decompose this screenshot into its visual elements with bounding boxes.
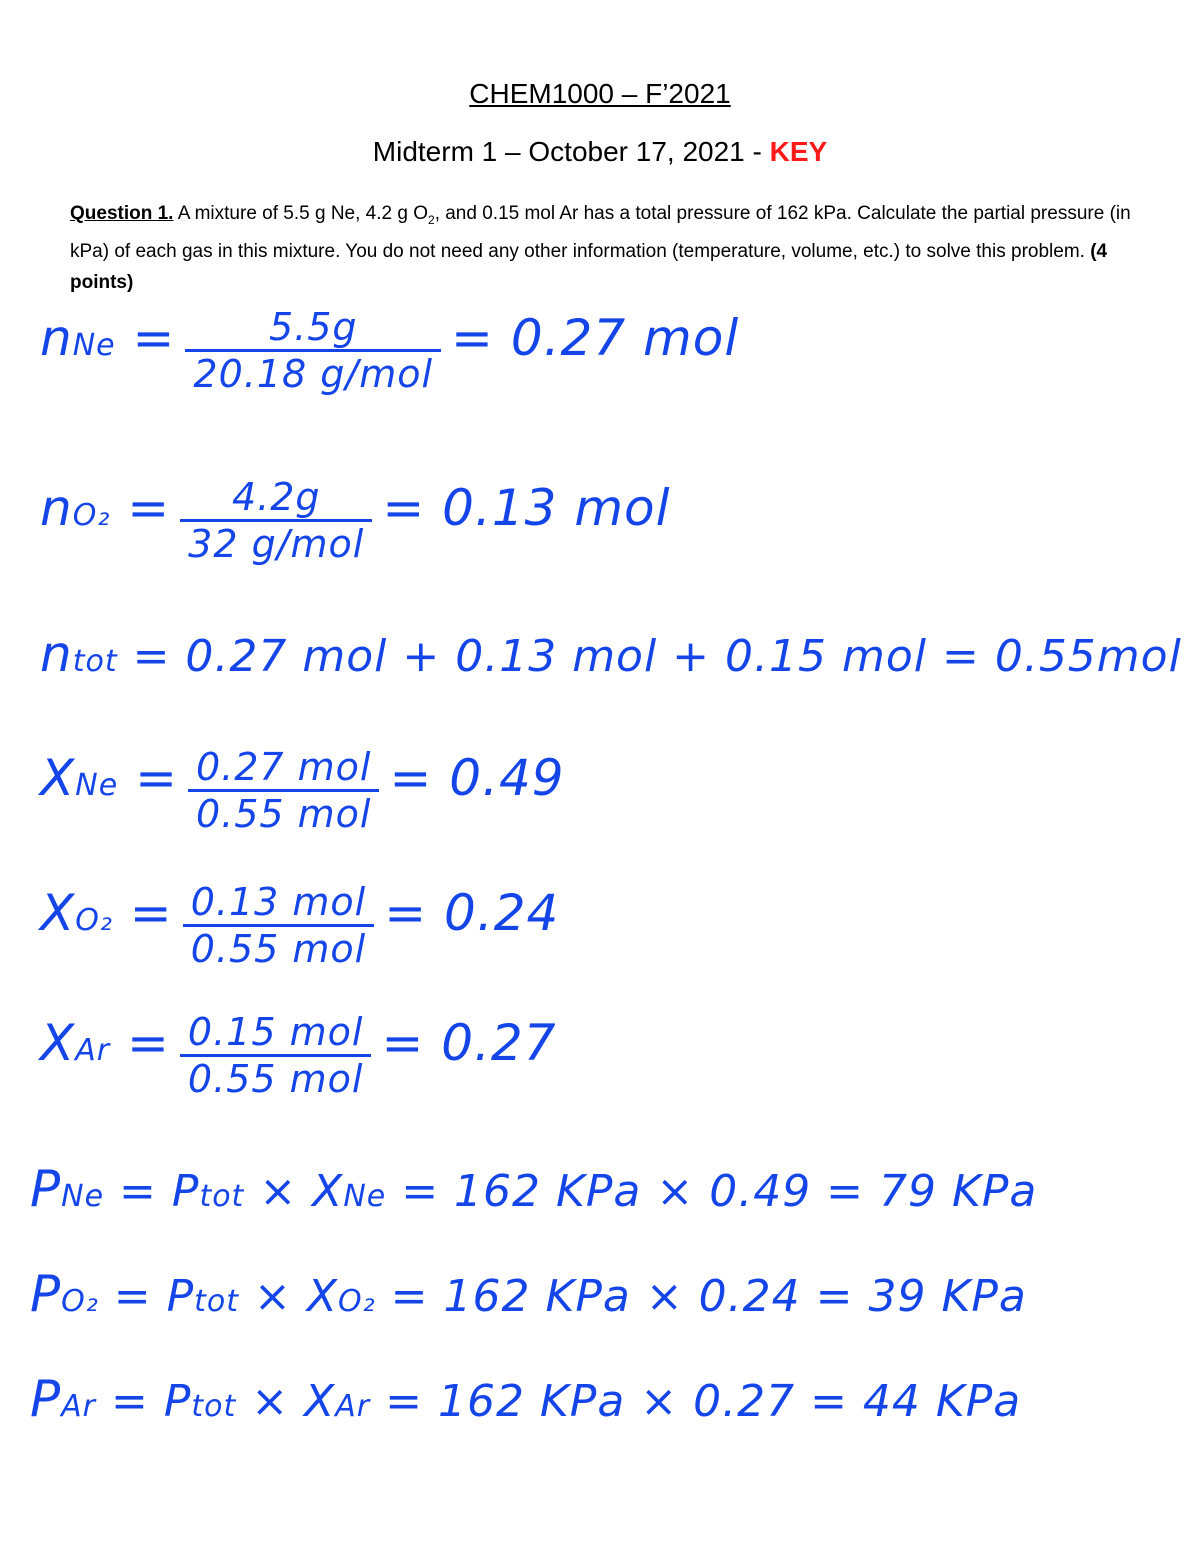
fraction: [180, 475, 372, 566]
numerator: 0.13 mol: [190, 880, 367, 924]
numerator: 0.27 mol: [195, 745, 372, 789]
fraction: [188, 745, 380, 836]
question-1: [70, 198, 1140, 298]
result: = 0.27: [381, 1014, 557, 1072]
x-term: × X: [236, 1376, 336, 1427]
symbol: P: [30, 1160, 62, 1218]
mole-fraction-oxygen: [40, 880, 559, 971]
numerator: 0.15 mol: [187, 1010, 364, 1054]
x-term: × X: [244, 1166, 344, 1217]
x-term: × X: [239, 1271, 339, 1322]
subscript: O₂: [75, 903, 113, 938]
ptot-subscript: tot: [191, 1389, 237, 1424]
exam-title: [0, 136, 1200, 168]
result: = 162 KPa × 0.49 = 79 KPa: [386, 1166, 1038, 1217]
subscript: Ar: [61, 1389, 97, 1424]
symbol: P: [30, 1370, 62, 1428]
equals: =: [118, 749, 178, 807]
course-title: CHEM1000 – F’2021: [469, 78, 731, 109]
mole-fraction-argon: [40, 1010, 557, 1101]
partial-pressure-neon: [30, 1160, 1037, 1218]
fraction: [180, 1010, 372, 1101]
ptot-subscript: tot: [194, 1284, 240, 1319]
x-subscript: Ar: [335, 1389, 371, 1424]
x-subscript: Ne: [343, 1179, 387, 1214]
subscript: O₂: [72, 498, 111, 533]
subscript: Ne: [72, 328, 116, 363]
x-subscript: O₂: [338, 1284, 376, 1319]
partial-pressure-oxygen: [30, 1265, 1027, 1323]
symbol: n: [40, 479, 73, 537]
equals: =: [110, 1014, 170, 1072]
result: = 0.24: [384, 884, 560, 942]
key-label: KEY: [769, 136, 828, 167]
subscript: O₂: [61, 1284, 99, 1319]
ptot-term: = P: [104, 1166, 200, 1217]
question-label: Question 1.: [70, 203, 174, 224]
result: = 0.49: [389, 749, 565, 807]
moles-total: [40, 625, 1182, 683]
symbol: X: [40, 1014, 76, 1072]
equals: =: [110, 479, 171, 537]
result: = 0.13 mol: [382, 479, 671, 537]
symbol: X: [40, 749, 76, 807]
exam-title-text: Midterm 1 – October 17, 2021 -: [372, 136, 770, 167]
equals: =: [115, 309, 176, 367]
question-text-b: , and 0.15 mol Ar has a total pressure of 162 kPa. Calculate the partial pressure (in kPa) of each gas in this mixture. You do not need any other information (temperature, volume, etc.) to solve this problem.: [70, 203, 1131, 262]
question-sub: 2: [428, 212, 435, 227]
result: = 0.27 mol: [451, 309, 740, 367]
ptot-term: = P: [98, 1271, 195, 1322]
denominator: 0.55 mol: [188, 789, 380, 836]
moles-neon: [40, 305, 739, 396]
symbol: P: [30, 1265, 62, 1323]
symbol: X: [40, 884, 76, 942]
mole-fraction-neon: [40, 745, 565, 836]
subscript: tot: [72, 644, 118, 679]
numerator: 5.5g: [268, 305, 358, 349]
symbol: n: [40, 625, 73, 683]
subscript: Ne: [75, 768, 119, 803]
ptot-subscript: tot: [199, 1179, 245, 1214]
partial-pressure-argon: [30, 1370, 1021, 1428]
denominator: 20.18 g/mol: [185, 349, 441, 396]
symbol: n: [40, 309, 73, 367]
numerator: 4.2g: [231, 475, 321, 519]
ptot-term: = P: [96, 1376, 192, 1427]
denominator: 0.55 mol: [183, 924, 375, 971]
equals: =: [112, 884, 173, 942]
fraction: [183, 880, 375, 971]
subscript: Ne: [61, 1179, 105, 1214]
question-points: (4 points): [70, 240, 1108, 293]
denominator: 32 g/mol: [180, 519, 372, 566]
question-text-a: A mixture of 5.5 g Ne, 4.2 g O: [173, 203, 428, 224]
result: = 162 KPa × 0.27 = 44 KPa: [370, 1376, 1022, 1427]
fraction: [185, 305, 441, 396]
total-expression: = 0.27 mol + 0.13 mol + 0.15 mol = 0.55mol: [117, 631, 1182, 682]
moles-oxygen: [40, 475, 671, 566]
result: = 162 KPa × 0.24 = 39 KPa: [375, 1271, 1027, 1322]
subscript: Ar: [75, 1033, 111, 1068]
denominator: 0.55 mol: [180, 1054, 372, 1101]
